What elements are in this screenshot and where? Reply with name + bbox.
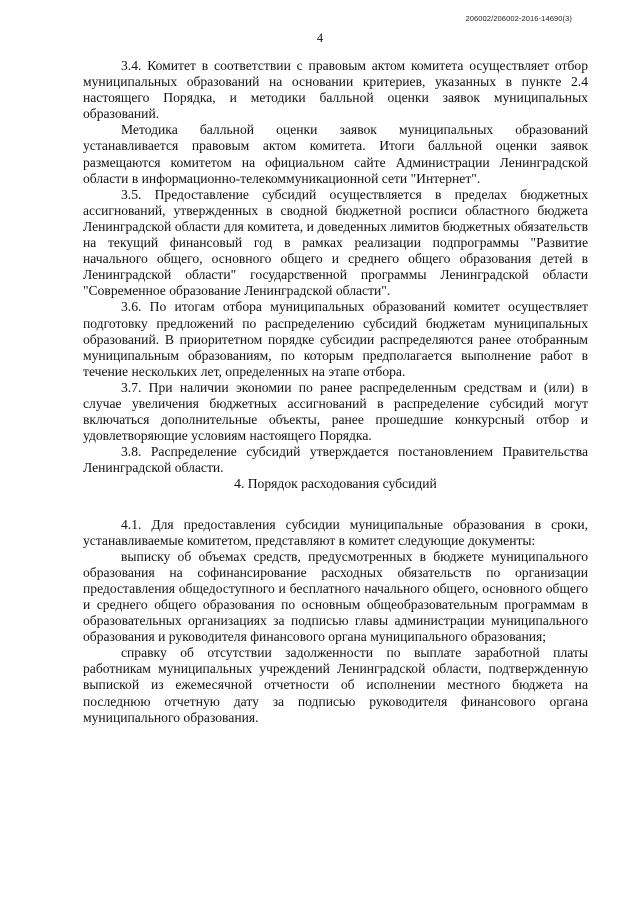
document-body	[83, 58, 588, 726]
list-item-budget-extract: выписку об объемах средств, предусмотренных в бюджете муниципального образования на софинансирование расходных обязательств по организации предоставления общедоступного и бесплатного начального общего, основного общего и среднего общего образования по основным общеобразовательным программам в образовательных организациях за подписью главы администрации муниципального образования и руководителя финансового органа муниципального образования;	[83, 548, 588, 645]
paragraph-3-4: 3.4. Комитет в соответствии с правовым актом комитета осуществляет отбор муниципальных образований на основании критериев, указанных в пункте 2.4 настоящего Порядка, и методики балльной оценки заявок муниципальных образований.	[83, 58, 588, 122]
paragraph-3-6: 3.6. По итогам отбора муниципальных образований комитет осуществляет подготовку предложений по распределению субсидий бюджетам муниципальных образований. В приоритетном порядке субсидии распределяются ранее отобранным муниципальным образованиям, по которым предполагается выполнение работ в течение нескольких лет, определенных на этапе отбора.	[83, 299, 588, 379]
section-heading: 4. Порядок расходования субсидий	[234, 476, 437, 492]
document-id: 206002/206002-2016-14690(3)	[465, 14, 572, 23]
paragraph-4-1: 4.1. Для предоставления субсидии муниципальные образования в сроки, устанавливаемые комитетом, представляют в комитет следующие документы:	[83, 516, 588, 548]
paragraph-3-7: 3.7. При наличии экономии по ранее распределенным средствам и (или) в случае увеличения бюджетных ассигнований в распределение субсидий могут включаться дополнительные объекты, ранее прошедшие конкурсный отбор и удовлетворяющие условиям настоящего Порядка.	[83, 379, 588, 444]
paragraph-3-8: 3.8. Распределение субсидий утверждается постановлением Правительства Ленинградской области.	[83, 444, 588, 476]
paragraph-methodology: Методика балльной оценки заявок муниципальных образований устанавливается правовым актом комитета. Итоги балльной оценки заявок размещаются комитетом на официальном сайте Администрации Ленинградской области в информационно-телекоммуникационной сети "Интернет".	[83, 122, 588, 186]
page-number: 4	[316, 31, 324, 45]
paragraph-3-5: 3.5. Предоставление субсидий осуществляется в пределах бюджетных ассигнований, утвержденных в сводной бюджетной росписи областного бюджета Ленинградской области для комитета, и доведенных лимитов бюджетных обязательств на текущий финансовый год в рамках реализации подпрограммы "Развитие начального общего, основного общего и среднего общего образования детей в Ленинградской области" государственной программы Ленинградской области "Современное образование Ленинградской области".	[83, 186, 588, 299]
list-item-debt-certificate: справку об отсутствии задолженности по выплате заработной платы работникам муниципальных учреждений Ленинградской области, подтвержденную выпиской из ежемесячной отчетности об исполнении местного бюджета на последнюю отчетную дату за подписью руководителя финансового органа муниципального образования.	[83, 645, 588, 725]
